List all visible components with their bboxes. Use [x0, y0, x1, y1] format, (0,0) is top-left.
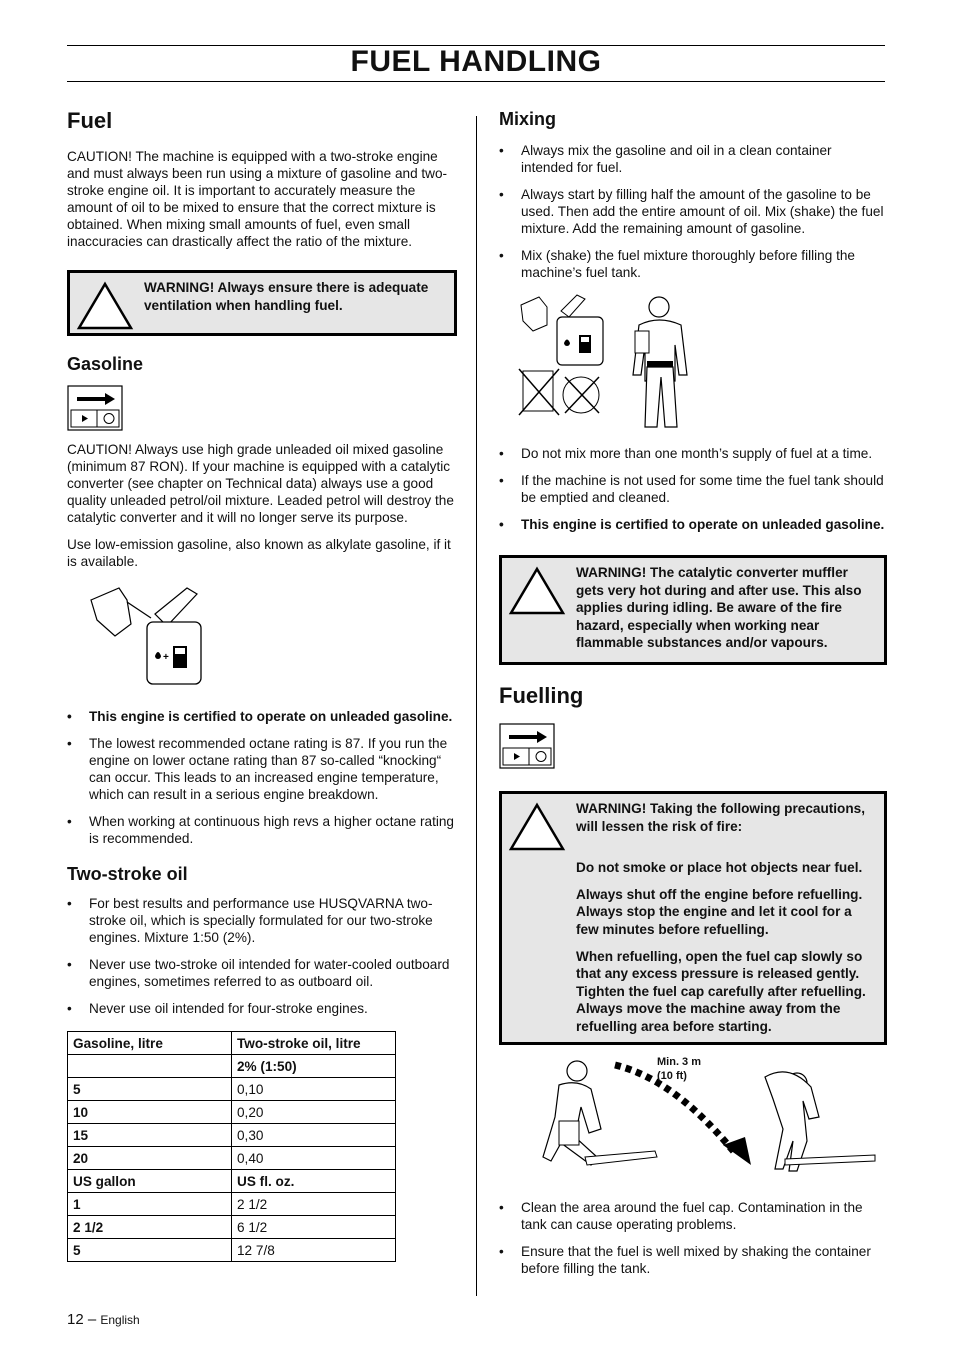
- list-item: • Ensure that the fuel is well mixed by shaking the container before filling the tank.: [499, 1243, 887, 1277]
- fuel-heading: Fuel: [67, 108, 113, 133]
- catalytic-warning-text: WARNING! The catalytic converter muffler gets very hot during and after use. This also applies during idling. Be aware of the fire hazard, especially when working near flammable substances and/or vapours.: [576, 565, 862, 651]
- warning-triangle-icon: [76, 281, 134, 331]
- table-row: [68, 1055, 396, 1078]
- list-item: • Always start by filling half the amount of the gasoline to be used. Then add the entire amount of oil. Mix (shake) the fuel mixture. Add the remaining amount of gasoline.: [499, 186, 887, 237]
- table-cell: 5: [68, 1239, 232, 1262]
- table-cell: Two-stroke oil, litre: [232, 1032, 396, 1055]
- list-item: • For best results and performance use HUSQVARNA two-stroke oil, which is specially formulated for our two-stroke engines. Mixture 1:50 (2%).: [67, 895, 457, 946]
- list-item: • Never use oil intended for four-stroke engines.: [67, 1000, 457, 1017]
- distance-label-metric: Min. 3 m: [657, 1055, 702, 1068]
- table-row: [68, 1216, 396, 1239]
- list-item: • This engine is certified to operate on unleaded gasoline.: [499, 516, 887, 533]
- table-cell: Gasoline, litre: [68, 1032, 232, 1055]
- table-row: [68, 1101, 396, 1124]
- table-cell: US gallon: [68, 1170, 232, 1193]
- fuelling-warning-shutoff: Always shut off the engine before refuelling. Always stop the engine and let it cool for a few minutes before refuelling.: [576, 886, 863, 937]
- table-cell: 10: [68, 1101, 232, 1124]
- svg-text:+: +: [163, 652, 169, 663]
- mixing-bullet-list-2: [499, 445, 887, 533]
- ventilation-warning-box: [67, 270, 457, 336]
- table-cell: [68, 1055, 232, 1078]
- mixing-heading: Mixing: [499, 109, 556, 129]
- list-item: • If the machine is not used for some time the fuel tank should be emptied and cleaned.: [499, 472, 887, 506]
- fuelling-warning-smoke: Do not smoke or place hot objects near fuel.: [576, 860, 863, 876]
- list-item: • Always mix the gasoline and oil in a clean container intended for fuel.: [499, 142, 887, 176]
- title-rule: [67, 81, 885, 82]
- catalytic-warning-box: [499, 555, 887, 665]
- fuel-mixing-illustration: [517, 291, 717, 431]
- list-item: • When working at continuous high revs a higher octane rating is recommended.: [67, 813, 457, 847]
- table-cell: 2 1/2: [232, 1193, 396, 1216]
- table-cell: 12 7/8: [232, 1239, 396, 1262]
- distance-label-imperial: (10 ft): [657, 1069, 687, 1082]
- page-number: 12 –: [67, 1311, 97, 1328]
- fuel-caution: CAUTION! The machine is equipped with a two-stroke engine and must always been run using a mixture of gasoline and two-stroke engine oil. It is important to accurately measure the amount of oil to be mixed to ensure that the correct mixture is obtained. When mixing small amounts of fuel, even small inaccuracies can drastically affect the ratio of the mixture.: [67, 149, 448, 249]
- table-cell: 1: [68, 1193, 232, 1216]
- list-item: • Clean the area around the fuel cap. Contamination in the tank can cause operating problems.: [499, 1199, 887, 1233]
- fuelling-heading: Fuelling: [499, 682, 584, 708]
- table-row: [68, 1170, 396, 1193]
- table-row: [68, 1124, 396, 1147]
- table-cell: 0,40: [232, 1147, 396, 1170]
- page-title: FUEL HANDLING: [350, 45, 602, 78]
- warning-triangle-icon: [508, 566, 566, 616]
- gasoline-bullet-list: [67, 708, 457, 847]
- distance-label: [657, 1055, 701, 1083]
- page-footer: [67, 1311, 140, 1328]
- mixing-ratio-table: [67, 1031, 396, 1262]
- fuelling-bullet-list: [499, 1199, 887, 1277]
- gasoline-caution: CAUTION! Always use high grade unleaded oil mixed gasoline (minimum 87 RON). If your machine is equipped with a catalytic converter (see chapter on Technical data) always use a good quality unleaded petrol/oil mixture. Leaded petrol will destroy the catalytic converter and it will no longer serve its purpose.: [67, 442, 454, 525]
- two-stroke-oil-heading: Two-stroke oil: [67, 864, 188, 884]
- warning-triangle-icon: [508, 802, 566, 852]
- table-cell: 6 1/2: [232, 1216, 396, 1239]
- ventilation-warning-text: WARNING! Always ensure there is adequate ventilation when handling fuel.: [144, 280, 429, 313]
- list-item: • This engine is certified to operate on unleaded gasoline.: [67, 708, 457, 725]
- table-cell: 20: [68, 1147, 232, 1170]
- table-row: [68, 1078, 396, 1101]
- fuelling-warning-cap: When refuelling, open the fuel cap slowly so that any excess pressure is released gently. Tighten the fuel cap carefully after refuelling. Always move the machine away from the refuelling area before starting.: [576, 948, 866, 1034]
- low-emission-note: Use low-emission gasoline, also known as alkylate gasoline, if it is available.: [67, 537, 451, 569]
- table-row: [68, 1147, 396, 1170]
- table-row: [68, 1239, 396, 1262]
- list-item: • Mix (shake) the fuel mixture thoroughly before filling the machine’s fuel tank.: [499, 247, 887, 281]
- table-cell: 2% (1:50): [232, 1055, 396, 1078]
- table-cell: US fl. oz.: [232, 1170, 396, 1193]
- table-row: [68, 1193, 396, 1216]
- list-item: • Never use two-stroke oil intended for water-cooled outboard engines, sometimes referred to as outboard oil.: [67, 956, 457, 990]
- refer-instructions-icon: [67, 385, 123, 431]
- mixing-bullet-list: [499, 142, 887, 281]
- fuelling-warning-box: [499, 791, 887, 1045]
- oil-bullet-list: [67, 895, 457, 1017]
- table-cell: 2 1/2: [68, 1216, 232, 1239]
- table-cell: 0,10: [232, 1078, 396, 1101]
- left-column: [67, 108, 457, 1262]
- table-cell: 0,20: [232, 1101, 396, 1124]
- list-item: • Do not mix more than one month’s supply of fuel at a time.: [499, 445, 887, 462]
- refer-instructions-icon: [499, 723, 555, 769]
- language-label: English: [100, 1313, 140, 1327]
- table-cell: 5: [68, 1078, 232, 1101]
- gasoline-heading: Gasoline: [67, 354, 144, 374]
- table-row: [68, 1032, 396, 1055]
- table-cell: 15: [68, 1124, 232, 1147]
- fuelling-warning-intro: WARNING! Taking the following precautions, will lessen the risk of fire:: [576, 800, 865, 834]
- refuelling-distance-illustration: [515, 1057, 885, 1179]
- table-cell: 0,30: [232, 1124, 396, 1147]
- column-divider: [476, 116, 477, 1296]
- list-item: • The lowest recommended octane rating is 87. If you run the engine on lower octane rating than 87 so-called “knocking“ can occur. This leads to an increased engine temperature, which can result in a serious engine breakdown.: [67, 735, 457, 803]
- fuel-can-pouring-icon: [89, 580, 219, 690]
- right-column: [499, 108, 887, 1287]
